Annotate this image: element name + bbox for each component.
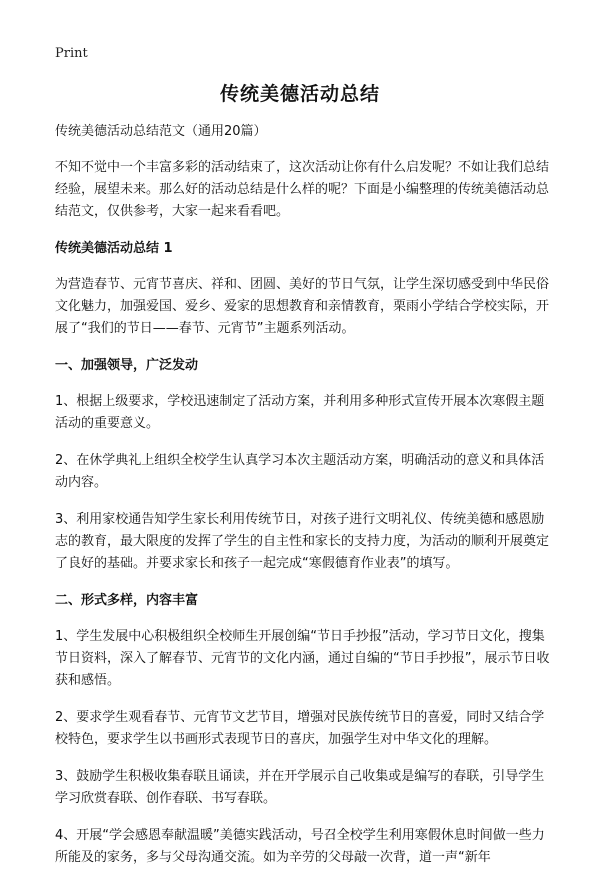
section-heading: 传统美德活动总结 1 (55, 241, 173, 256)
list-paragraph: 3、鼓励学生积极收集春联且诵读，并在开学展示自己收集或是编写的春联，引导学生学习欣赏春联、创作春联、书写春联。 (55, 769, 545, 806)
subsection-heading: 二、形式多样，内容丰富 (55, 593, 199, 608)
list-paragraph: 2、在休学典礼上组织全校学生认真学习本次主题活动方案，明确活动的意义和具体活动内容。 (55, 453, 545, 490)
list-paragraph: 2、要求学生观看春节、元宵节文艺节目，增强对民族传统节日的喜爱，同时又结合学校特色，要求学生以书画形式表现节日的喜庆，加强学生对中华文化的理解。 (55, 710, 545, 747)
document-title: 传统美德活动总结 (219, 83, 380, 105)
intro-paragraph: 不知不觉中一个丰富多彩的活动结束了，这次活动让你有什么启发呢？不如让我们总结经验，展望未来。那么好的活动总结是什么样的呢？下面是小编整理的传统美德活动总结范文，仅供参考，大家一起来看看吧。 (55, 160, 550, 219)
document-subtitle: 传统美德活动总结范文（通用20篇） (55, 124, 267, 139)
list-paragraph: 4、开展“学会感恩奉献温暖”美德实践活动，号召全校学生利用寒假休息时间做一些力所能及的家务，多与父母沟通交流。如为辛劳的父母敲一次背，道一声“新年 (55, 828, 545, 865)
section-paragraph: 为营造春节、元宵节喜庆、祥和、团圆、美好的节日气氛，让学生深切感受到中华民俗文化魅力，加强爱国、爱乡、爱家的思想教育和亲情教育，栗雨小学结合学校实际，开展了“我们的节日——春节、元宵节”主题系列活动。 (55, 277, 550, 336)
list-paragraph: 1、根据上级要求，学校迅速制定了活动方案，并利用多种形式宣传开展本次寒假主题活动的重要意义。 (55, 394, 545, 431)
subsection-heading: 一、加强领导，广泛发动 (55, 358, 199, 373)
list-paragraph: 1、学生发展中心积极组织全校师生开展创编“节日手抄报”活动，学习节日文化，搜集节日资料，深入了解春节、元宵节的文化内涵，通过自编的“节日手抄报”，展示节日收获和感悟。 (55, 629, 550, 688)
document-body (55, 121, 555, 884)
list-paragraph: 3、利用家校通告知学生家长利用传统节日，对孩子进行文明礼仪、传统美德和感恩励志的教育，最大限度的发挥了学生的自主性和家长的支持力度，为活动的顺利开展奠定了良好的基础。并要求家长和孩子一起完成“寒假德育作业表”的填写。 (55, 512, 550, 571)
print-label[interactable]: Print (55, 46, 88, 61)
